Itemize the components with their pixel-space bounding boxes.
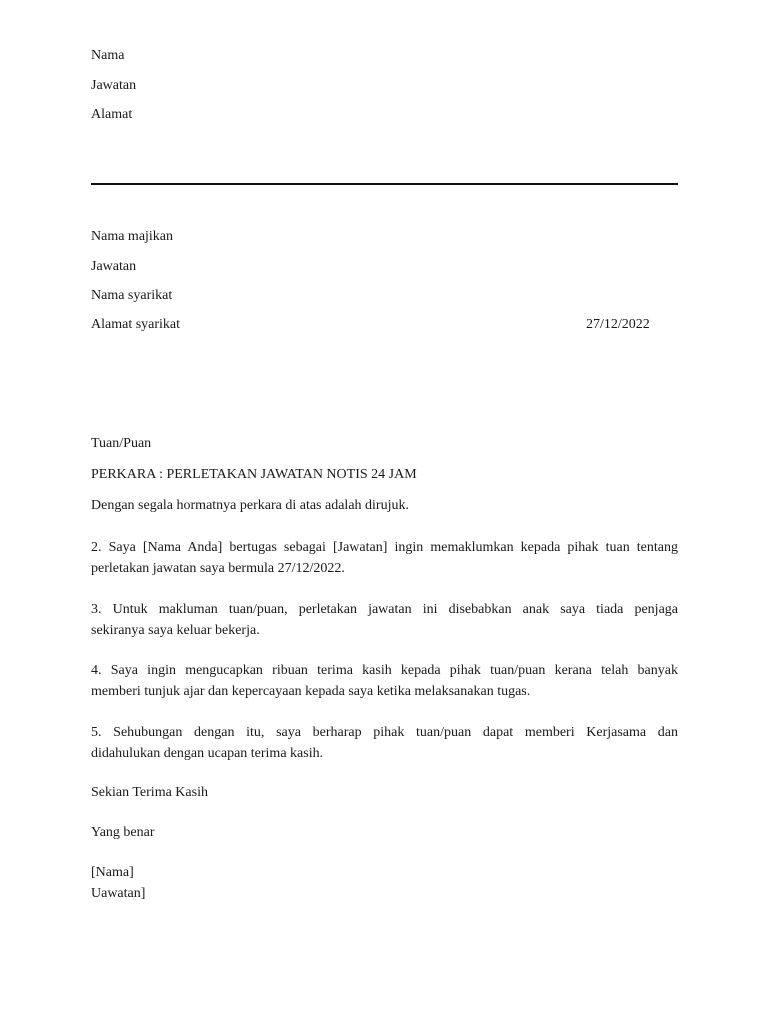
paragraph-5-line-2: didahulukan dengan ucapan terima kasih. [91, 746, 324, 761]
paragraph-3-line-1: 3. Untuk makluman tuan/puan, perletakan jawatan ini disebabkan anak saya tiada penjaga [91, 602, 678, 617]
signature-name: [Nama] [91, 865, 134, 880]
sender-address: Alamat [91, 107, 133, 122]
paragraph-2-line-2: perletakan jawatan saya bermula 27/12/2022. [91, 561, 345, 576]
paragraph-4-line-1: 4. Saya ingin mengucapkan ribuan terima kasih kepada pihak tuan/puan kerana telah banyak [91, 663, 678, 678]
paragraph-5-line-1: 5. Sehubungan dengan itu, saya berharap pihak tuan/puan dapat memberi Kerjasama dan [91, 725, 678, 740]
paragraph-2-line-1: 2. Saya [Nama Anda] bertugas sebagai [Jawatan] ingin memaklumkan kepada pihak tuan tentang [91, 540, 678, 555]
recipient-company-address: Alamat syarikat [91, 317, 181, 332]
recipient-company-name: Nama syarikat [91, 288, 173, 303]
sign-off: Yang benar [91, 825, 155, 840]
paragraph-4-line-2: memberi tunjuk ajar dan kepercayaan kepada saya ketika melaksanakan tugas. [91, 684, 531, 699]
recipient-position: Jawatan [91, 259, 137, 274]
sender-position: Jawatan [91, 78, 137, 93]
paragraph-4 [91, 660, 678, 702]
sender-name: Nama [91, 48, 125, 63]
signature-position: Uawatan] [91, 886, 146, 901]
paragraph-2 [91, 537, 678, 579]
recipient-employer-name: Nama majikan [91, 229, 174, 244]
closing-line: Sekian Terima Kasih [91, 785, 208, 800]
header-divider [91, 183, 678, 185]
salutation: Tuan/Puan [91, 436, 152, 451]
paragraph-5 [91, 722, 678, 764]
letter-date: 27/12/2022 [586, 317, 650, 332]
opening-line: Dengan segala hormatnya perkara di atas adalah dirujuk. [91, 498, 409, 513]
subject-line: PERKARA : PERLETAKAN JAWATAN NOTIS 24 JAM [91, 467, 417, 482]
paragraph-3 [91, 599, 678, 641]
paragraph-3-line-2: sekiranya saya keluar bekerja. [91, 623, 260, 638]
